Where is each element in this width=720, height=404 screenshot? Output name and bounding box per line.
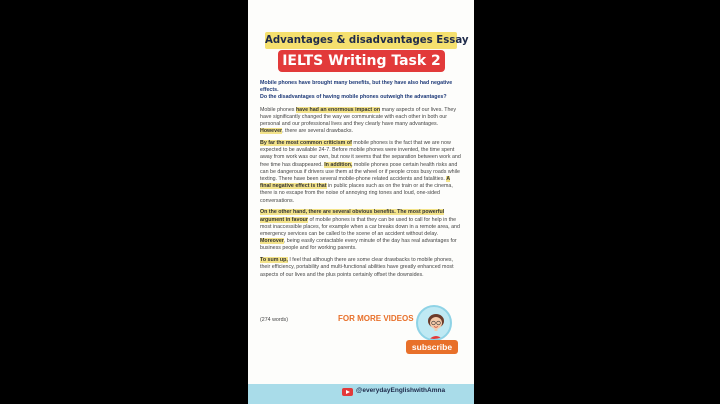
video-frame — [248, 0, 474, 404]
p3-text-a: of mobile phones is that they can be used to call for help in the most inaccessible places, for example when a car breaks down in a remote area, and emergency services can be called to the scene of an accident without delay. — [260, 216, 460, 238]
avatar-icon — [416, 305, 452, 341]
p1-text-a: Mobile phones — [260, 106, 296, 113]
paragraph-advantages — [260, 209, 462, 252]
p4-text-a: I feel that although there are some clear drawbacks to mobile phones, their efficiency, portability and multi-functional abilities have greatly enhanced most aspects of our lives and the plus points certainly offset the downsides. — [260, 257, 454, 278]
question-line-1: Mobile phones have brought many benefits, but they have also had negative effects. — [260, 80, 453, 94]
paragraph-intro — [260, 107, 462, 136]
p1-highlight: have had an enormous impact on — [295, 106, 381, 113]
p3-highlight-2: Moreover — [260, 238, 284, 245]
p2-text-a: mobile phones is the fact that we are now expected to be available 24-7. Before mobile phones were invented, the time spent away from work was our own, but now it seems that the separation between work and free time has disappeared. — [260, 140, 461, 168]
p2-highlight-2: In addition, — [324, 161, 353, 168]
p4-highlight: To sum up, — [260, 257, 288, 264]
p1-text-b: many aspects of our lives. They have significantly changed the way we communicate with each other in both our personal and our professional lives and they clearly have many advantages. — [260, 106, 456, 128]
youtube-icon — [342, 388, 353, 396]
task-title: IELTS Writing Task 2 — [278, 50, 445, 72]
p1-text-c: , there are several drawbacks. — [282, 128, 354, 135]
p1-highlight-2: However — [260, 128, 283, 135]
p3-highlight: On the other hand, there are several obvious benefits. The most powerful argument in favour — [260, 209, 445, 223]
more-videos-label: FOR MORE VIDEOS — [338, 314, 414, 323]
p2-highlight-3: A final negative effect is that — [260, 176, 451, 190]
question-line-2: Do the disadvantages of having mobile phones outweigh the advantages? — [260, 94, 447, 101]
paragraph-disadvantages — [260, 140, 462, 205]
p2-text-c: in public places such as on the train or at the cinema, there is no escape from the noise of annoying ring tones and loud, one-sided conversations. — [260, 183, 453, 204]
p2-text-b: mobile phones pose certain health risks and can be dangerous if drivers use them at the wheel or if people cross busy roads while texting. There have been several mobile-phone related accidents and fatalities. — [260, 161, 460, 183]
essay-question — [260, 80, 462, 102]
p2-highlight: By far the most common criticism of — [260, 140, 352, 147]
essay-type-title: Advantages & disadvantages Essay — [265, 32, 457, 49]
paragraph-conclusion — [260, 257, 462, 279]
subscribe-button[interactable]: subscribe — [406, 340, 458, 354]
essay-document — [260, 80, 462, 283]
p3-text-b: , being easily contactable every minute of the day has real advantages for business people and for working parents. — [260, 238, 457, 252]
word-count: (274 words) — [260, 317, 288, 323]
channel-handle[interactable]: @everydayEnglishwithAmna — [356, 387, 446, 394]
channel-bar — [248, 384, 474, 404]
